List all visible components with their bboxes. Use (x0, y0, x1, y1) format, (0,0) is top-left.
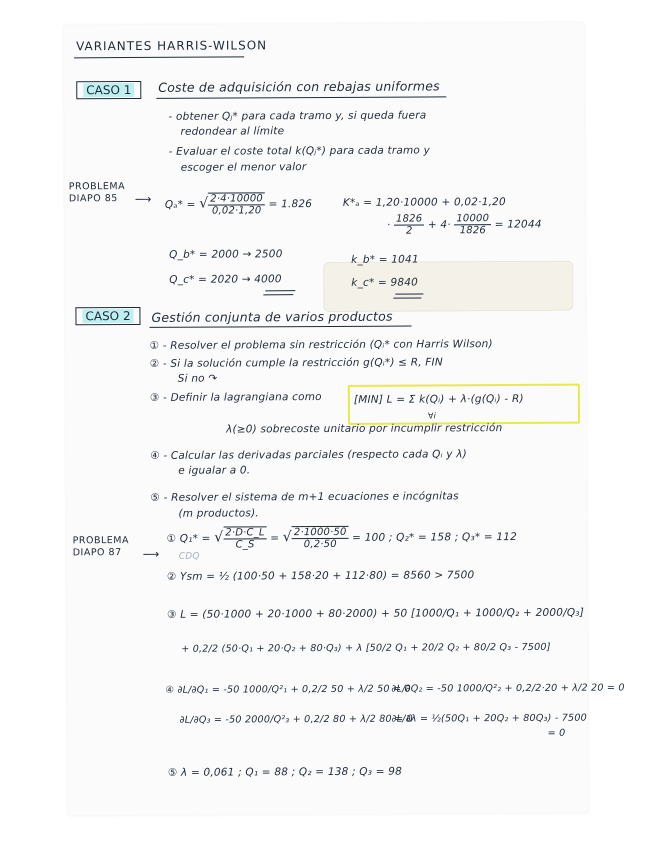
caso2-step-4: ④ - Calcular las derivadas parciales (respecto cada Qᵢ y λ) (150, 448, 467, 462)
caso2-step-1: ① - Resolver el problema sin restricción (Qᵢ* con Harris Wilson) (149, 338, 493, 352)
sol-step-3-line2: + 0,2/2 (50·Q₁ + 20·Q₂ + 80·Q₃) + λ [50/2 Q₁ + 20/2 Q₂ + 80/2 Q₃ - 7500] (181, 641, 551, 655)
ka-line1: K*ₐ = 1,20·10000 + 0,02·1,20 (342, 196, 506, 209)
kc-double-underline-2 (393, 297, 421, 298)
caso2-step-2b: Si no ↷ (177, 372, 218, 385)
problem-label-85: PROBLEMA DIAPO 85 (68, 181, 126, 205)
faint-text: CDQ (178, 551, 200, 562)
sol-step-2: ② Ysm = ½ (100·50 + 158·20 + 112·80) = 8560 > 7500 (166, 569, 475, 583)
caso1-bullet-1: - obtener Qⱼ* para cada tramo y, si queda fuera (168, 109, 427, 123)
lambda-definition: λ(≥0) sobrecoste unitario por incumplir restricción (226, 422, 503, 436)
caso2-label: CASO 2 (82, 309, 133, 323)
sol-step-4-line1b: ∂L/∂Q₂ = -50 1000/Q²₂ + 0,2/2·20 + λ/2 20 = 0 (391, 682, 625, 695)
sol-step-1: ① Q₁* = √ $\frac{2\cdot D\cdot C\_L}{C\_S}$ = √ $\frac{2\cdot 1000\cdot 50}{0,2\cdot 50}$ = 100 ; Q₂* = 158 ; Q₃* = 112 (166, 526, 518, 551)
kc-double-underline-1 (395, 293, 423, 294)
caso1-bullet-2b: escoger el menor valor (180, 161, 307, 174)
arrow-icon-2: ⟶ (142, 546, 160, 561)
caso1-bullet-1b: redondear al límite (180, 125, 285, 138)
caso2-step-2: ② - Si la solución cumple la restricción g(Qᵢ*) ≤ R, FIN (149, 356, 443, 370)
qc-double-underline-1 (265, 290, 295, 291)
caso2-step-4b: e igualar a 0. (178, 464, 251, 477)
sol-step-4-line2a: ∂L/∂Q₃ = -50 2000/Q²₃ + 0,2/2 80 + λ/2 80 = 0 (179, 713, 413, 726)
qa-formula: Qₐ* = √ $\frac{2\cdot 4\cdot 10000}{0,02\cdot 1,20}$ = 1.826 (164, 193, 313, 217)
caso1-label: CASO 1 (83, 83, 134, 97)
qc-double-underline-2 (263, 294, 293, 295)
sol-step-4-line1a: ④ ∂L/∂Q₁ = -50 1000/Q²₁ + 0,2/2 50 + λ/2 50 = 0 (165, 683, 411, 696)
title-underline (74, 56, 244, 58)
caso1-label-box (76, 81, 141, 99)
caso2-step-5b: (m productos). (178, 507, 259, 520)
kb-value: k_b* = 1041 (351, 253, 419, 266)
lagrangian-formula: [MIN] L = Σ k(Qᵢ) + λ·(g(Qᵢ) - R) (353, 392, 524, 406)
qb-value: Q_b* = 2000 → 2500 (169, 248, 283, 261)
sol-step-4-line2b: ∂L/∂λ = ½(50Q₁ + 20Q₂ + 80Q₃) - 7500 (391, 712, 587, 725)
sol-step-3-line1: ③ L = (50·1000 + 20·1000 + 80·2000) + 50 [1000/Q₁ + 1000/Q₂ + 2000/Q₃] (166, 606, 585, 621)
caso2-step-5: ⑤ - Resolver el sistema de m+1 ecuaciones e incógnitas (150, 490, 459, 504)
sol-step-5: ⑤ λ = 0,061 ; Q₁ = 88 ; Q₂ = 138 ; Q₃ = 98 (167, 765, 403, 779)
notebook-page (64, 23, 625, 816)
caso2-step-3: ③ - Definir la lagrangiana como (149, 391, 322, 404)
caso1-heading: Coste de adquisición con rebajas uniformes (158, 78, 440, 95)
caso1-heading-underline (156, 96, 446, 99)
caso2-heading: Gestión conjunta de varios productos (151, 308, 393, 325)
arrow-icon: ⟶ (134, 191, 152, 206)
caso2-heading-underline (150, 326, 412, 328)
problem-label-87: PROBLEMA DIAPO 87 (72, 535, 129, 559)
caso1-bullet-2: - Evaluar el coste total k(Qⱼ*) para cada tramo y (168, 144, 431, 158)
ka-line2: · $\frac{1826}{2}$ + 4· $\frac{10000}{1826}$ = 12044 (386, 213, 542, 237)
lagrangian-sum-index: ∀i (427, 411, 437, 421)
kc-value: k_c* = 9840 (351, 276, 419, 289)
page-title: VARIANTES HARRIS-WILSON (76, 38, 268, 54)
qc-value: Q_c* = 2020 → 4000 (169, 273, 282, 286)
caso2-label-box (75, 307, 140, 325)
sol-step-4-line2c: = 0 (547, 727, 566, 739)
